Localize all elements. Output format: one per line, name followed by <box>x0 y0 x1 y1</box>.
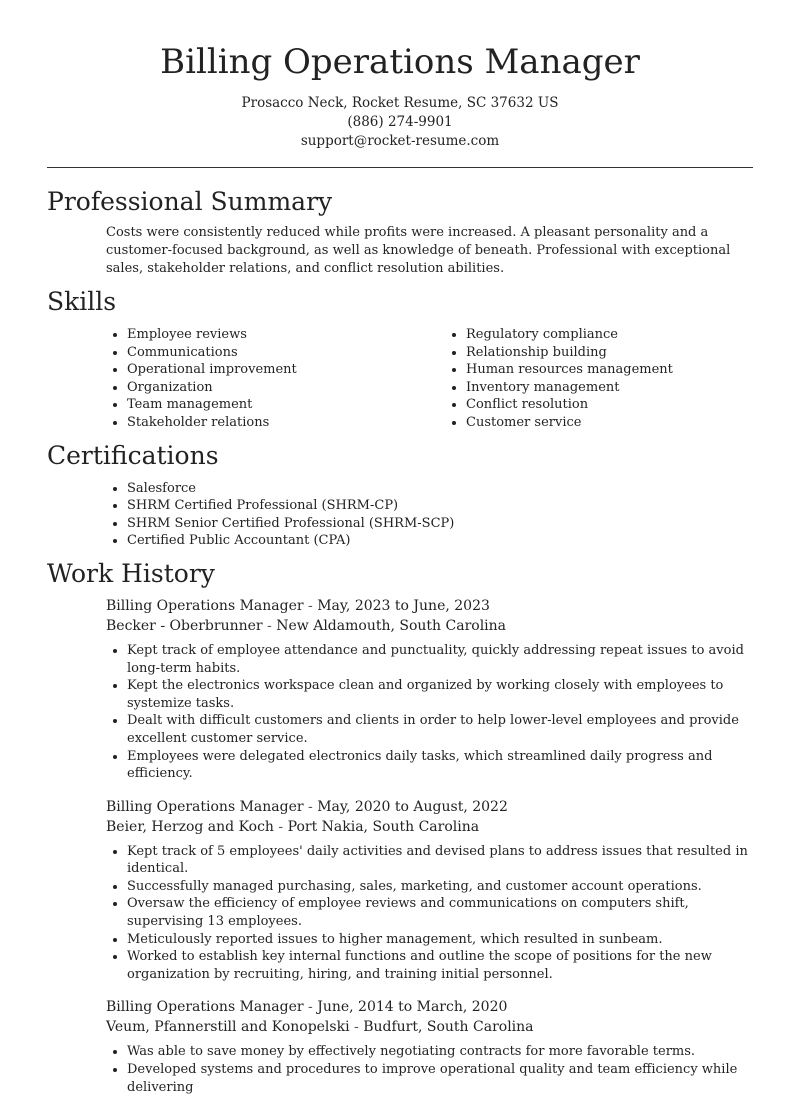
job-bullets <box>106 642 753 783</box>
job-bullet: • Dealt with difficult customers and clients in order to help lower-level employees and provide excellent customer service. <box>127 712 753 747</box>
job-title-line <box>106 997 753 1017</box>
job-company-line <box>106 817 753 837</box>
contact-email: support@rocket-resume.com <box>300 133 500 149</box>
skills-columns <box>107 326 800 432</box>
job-location: Budfurt, South Carolina <box>363 1019 534 1036</box>
skill-item: • Organization <box>127 379 446 397</box>
job-company-line <box>106 1017 753 1037</box>
job-bullet: • Kept track of 5 employees' daily activities and devised plans to address issues that resulted in identical. <box>127 843 753 878</box>
skill-item: • Operational improvement <box>127 361 446 379</box>
contact-phone: (886) 274-9901 <box>347 114 453 130</box>
job-bullet: • Developed systems and procedures to improve operational quality and team efficiency while delivering <box>127 1061 753 1096</box>
job-location: New Aldamouth, South Carolina <box>276 617 507 634</box>
job-separator: - <box>303 798 318 815</box>
job-title: Billing Operations Manager <box>106 999 304 1016</box>
skill-item: • Team management <box>127 396 446 414</box>
job-dates: May, 2020 to August, 2022 <box>317 798 508 815</box>
candidate-name: Billing Operations Manager <box>160 42 640 82</box>
job-entry <box>106 596 753 783</box>
skill-item: • Human resources management <box>466 361 785 379</box>
certification-item: • SHRM Certified Professional (SHRM-CP) <box>127 497 800 515</box>
skill-item: • Regulatory compliance <box>466 326 785 344</box>
job-bullet: • Meticulously reported issues to higher management, which resulted in sunbeam. <box>127 931 753 949</box>
resume-header <box>0 0 800 151</box>
job-dates: May, 2023 to June, 2023 <box>317 597 490 614</box>
job-entry <box>106 997 753 1096</box>
work-history-section <box>0 558 800 1096</box>
job-title-line <box>106 596 753 616</box>
job-separator: - <box>303 999 318 1016</box>
skills-list-right <box>446 326 785 432</box>
job-bullet: • Employees were delegated electronics daily tasks, which streamlined daily progress and efficiency. <box>127 748 753 783</box>
job-company: Becker - Oberbrunner <box>106 617 263 634</box>
skill-item: • Stakeholder relations <box>127 414 446 432</box>
job-separator: - <box>303 597 318 614</box>
job-company: Veum, Pfannerstill and Konopelski <box>106 1019 350 1036</box>
job-bullet: • Kept the electronics workspace clean and organized by working closely with employees to systemize tasks. <box>127 677 753 712</box>
skill-item: • Communications <box>127 344 446 362</box>
certifications-list <box>107 480 800 550</box>
job-title-line <box>106 797 753 817</box>
job-dates: June, 2014 to March, 2020 <box>317 999 508 1016</box>
job-bullets <box>106 843 753 984</box>
header-divider <box>47 167 753 168</box>
job-bullet: • Kept track of employee attendance and punctuality, quickly addressing repeat issues to avoid long-term habits. <box>127 642 753 677</box>
skills-list-left <box>107 326 446 432</box>
job-location: Port Nakia, South Carolina <box>287 818 480 835</box>
job-separator: - <box>349 1019 364 1036</box>
job-title: Billing Operations Manager <box>106 597 304 614</box>
certifications-section <box>0 440 800 550</box>
job-separator: - <box>262 617 277 634</box>
certification-item: • SHRM Senior Certified Professional (SHRM-SCP) <box>127 515 800 533</box>
certification-item: • Salesforce <box>127 480 800 498</box>
summary-title: Professional Summary <box>47 187 333 216</box>
job-company: Beier, Herzog and Koch <box>106 818 274 835</box>
job-company-line <box>106 616 753 636</box>
contact-address: Prosacco Neck, Rocket Resume, SC 37632 US <box>241 95 559 111</box>
job-bullet: • Was able to save money by effectively negotiating contracts for more favorable terms. <box>127 1043 753 1061</box>
job-bullet: • Oversaw the efficiency of employee reviews and communications on computers shift, supervising 13 employees. <box>127 895 753 930</box>
work-history-title: Work History <box>47 558 215 588</box>
certifications-title: Certifications <box>47 440 219 470</box>
job-bullet: • Worked to establish key internal functions and outline the scope of positions for the new organization by recruiting, hiring, and training initial personnel. <box>127 948 753 983</box>
job-bullets <box>106 1043 753 1096</box>
certification-item: • Certified Public Accountant (CPA) <box>127 532 800 550</box>
certifications-block <box>107 480 800 550</box>
skill-item: • Employee reviews <box>127 326 446 344</box>
job-entry <box>106 797 753 984</box>
summary-text: Costs were consistently reduced while profits were increased. A pleasant personality and a customer-focused background, as well as knowledge of beneath. Professional with exceptional sales, stakeholder relations, and conflict resolution abilities. <box>106 225 731 276</box>
contact-block <box>0 94 800 151</box>
skill-item: • Relationship building <box>466 344 785 362</box>
skill-item: • Conflict resolution <box>466 396 785 414</box>
skill-item: • Inventory management <box>466 379 785 397</box>
job-bullet: • Successfully managed purchasing, sales, marketing, and customer account operations. <box>127 878 753 896</box>
skill-item: • Customer service <box>466 414 785 432</box>
skills-section <box>0 286 800 432</box>
skills-title: Skills <box>47 287 117 316</box>
summary-section <box>0 186 800 278</box>
job-separator: - <box>273 818 288 835</box>
job-title: Billing Operations Manager <box>106 798 304 815</box>
